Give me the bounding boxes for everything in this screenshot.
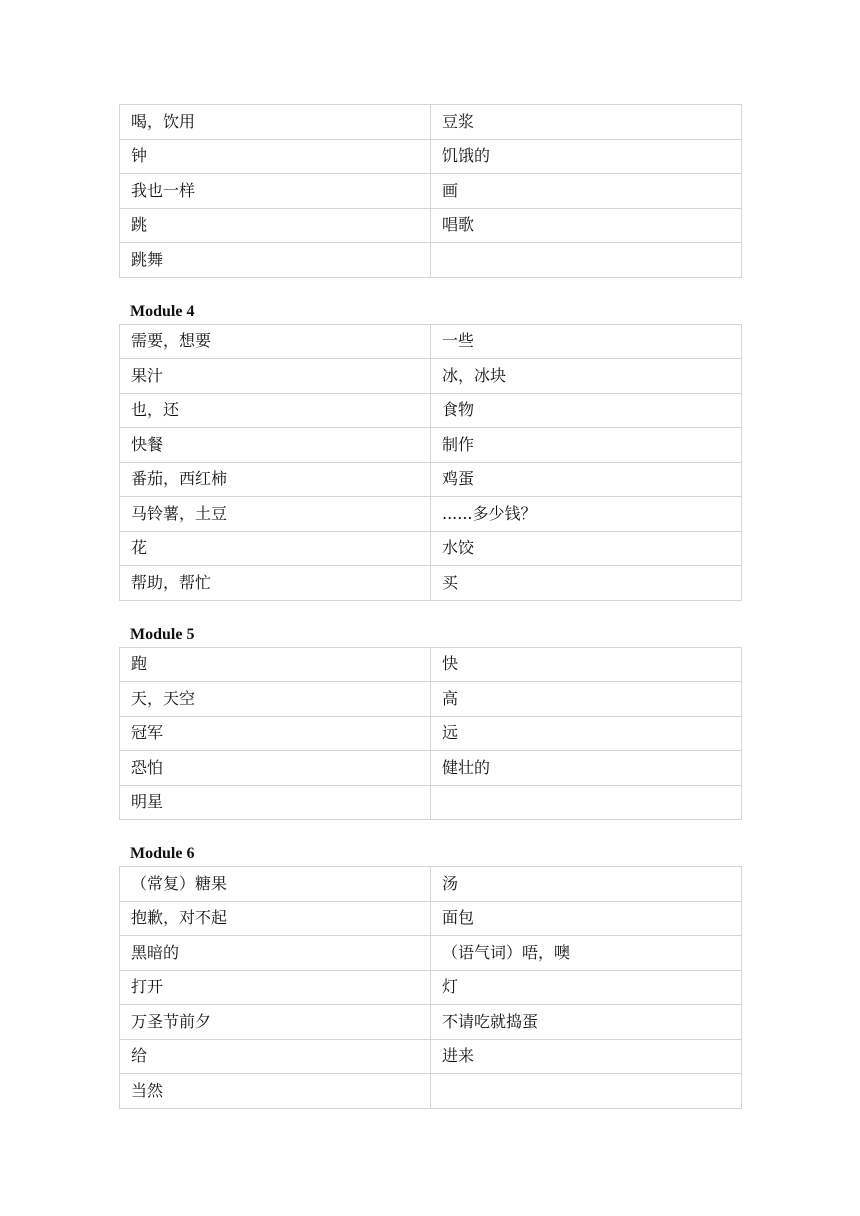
table-cell: 买 xyxy=(431,566,742,601)
table-cell: 抱歉，对不起 xyxy=(120,901,431,936)
table-cell: 打开 xyxy=(120,970,431,1005)
table-cell: 帮助，帮忙 xyxy=(120,566,431,601)
table-row xyxy=(120,1074,742,1109)
table-cell: （常复）糖果 xyxy=(120,867,431,902)
table-cell: 不请吃就捣蛋 xyxy=(431,1005,742,1040)
table-row xyxy=(120,682,742,717)
table-cell xyxy=(431,785,742,820)
table-row xyxy=(120,105,742,140)
table-cell: 汤 xyxy=(431,867,742,902)
module-heading: Module 5 xyxy=(130,625,195,643)
table-cell: 制作 xyxy=(431,428,742,463)
table-cell: 跳 xyxy=(120,208,431,243)
table-cell: 灯 xyxy=(431,970,742,1005)
table-row xyxy=(120,970,742,1005)
table-cell: 马铃薯，土豆 xyxy=(120,497,431,532)
table-cell: 冠军 xyxy=(120,716,431,751)
table-row xyxy=(120,393,742,428)
table-cell: 给 xyxy=(120,1039,431,1074)
table-cell: 快餐 xyxy=(120,428,431,463)
table-row xyxy=(120,462,742,497)
table-cell: 冰，冰块 xyxy=(431,359,742,394)
table-cell: 面包 xyxy=(431,901,742,936)
vocab-table-continued xyxy=(119,104,742,278)
table-cell: 食物 xyxy=(431,393,742,428)
table-cell: 当然 xyxy=(120,1074,431,1109)
table-row xyxy=(120,751,742,786)
table-cell: 喝，饮用 xyxy=(120,105,431,140)
table-row xyxy=(120,139,742,174)
table-cell: 明星 xyxy=(120,785,431,820)
table-cell: 果汁 xyxy=(120,359,431,394)
table-cell xyxy=(431,1074,742,1109)
table-row xyxy=(120,497,742,532)
module-heading: Module 6 xyxy=(130,845,195,862)
table-cell: 需要，想要 xyxy=(120,324,431,359)
table-row xyxy=(120,1005,742,1040)
table-row xyxy=(120,1039,742,1074)
table-cell: 水饺 xyxy=(431,531,742,566)
table-cell: （语气词）唔，噢 xyxy=(431,936,742,971)
table-cell: 钟 xyxy=(120,139,431,174)
table-cell: 远 xyxy=(431,716,742,751)
table-row xyxy=(120,936,742,971)
table-cell: 跑 xyxy=(120,647,431,682)
table-row xyxy=(120,647,742,682)
table-cell: 快 xyxy=(431,647,742,682)
table-cell: ......多少钱？ xyxy=(431,497,742,532)
vocab-table-module-6 xyxy=(119,866,742,1109)
table-row xyxy=(120,428,742,463)
table-cell: 饥饿的 xyxy=(431,139,742,174)
vocab-table-module-4 xyxy=(119,324,742,601)
table-cell: 花 xyxy=(120,531,431,566)
table-row xyxy=(120,243,742,278)
table-row xyxy=(120,785,742,820)
module-heading: Module 4 xyxy=(130,302,195,320)
table-row xyxy=(120,566,742,601)
table-cell: 也，还 xyxy=(120,393,431,428)
vocab-table-module-5 xyxy=(119,647,742,821)
document-page xyxy=(119,104,741,1109)
table-cell xyxy=(431,243,742,278)
table-cell: 鸡蛋 xyxy=(431,462,742,497)
table-row xyxy=(120,359,742,394)
table-row xyxy=(120,208,742,243)
table-cell: 豆浆 xyxy=(431,105,742,140)
table-cell: 黑暗的 xyxy=(120,936,431,971)
table-cell: 恐怕 xyxy=(120,751,431,786)
table-row xyxy=(120,867,742,902)
table-row xyxy=(120,324,742,359)
table-cell: 健壮的 xyxy=(431,751,742,786)
table-row xyxy=(120,531,742,566)
table-cell: 天，天空 xyxy=(120,682,431,717)
table-row xyxy=(120,174,742,209)
table-cell: 我也一样 xyxy=(120,174,431,209)
table-cell: 一些 xyxy=(431,324,742,359)
table-cell: 画 xyxy=(431,174,742,209)
table-cell: 万圣节前夕 xyxy=(120,1005,431,1040)
table-cell: 唱歌 xyxy=(431,208,742,243)
table-cell: 跳舞 xyxy=(120,243,431,278)
table-cell: 进来 xyxy=(431,1039,742,1074)
table-row xyxy=(120,716,742,751)
table-cell: 高 xyxy=(431,682,742,717)
table-row xyxy=(120,901,742,936)
table-cell: 番茄，西红柿 xyxy=(120,462,431,497)
